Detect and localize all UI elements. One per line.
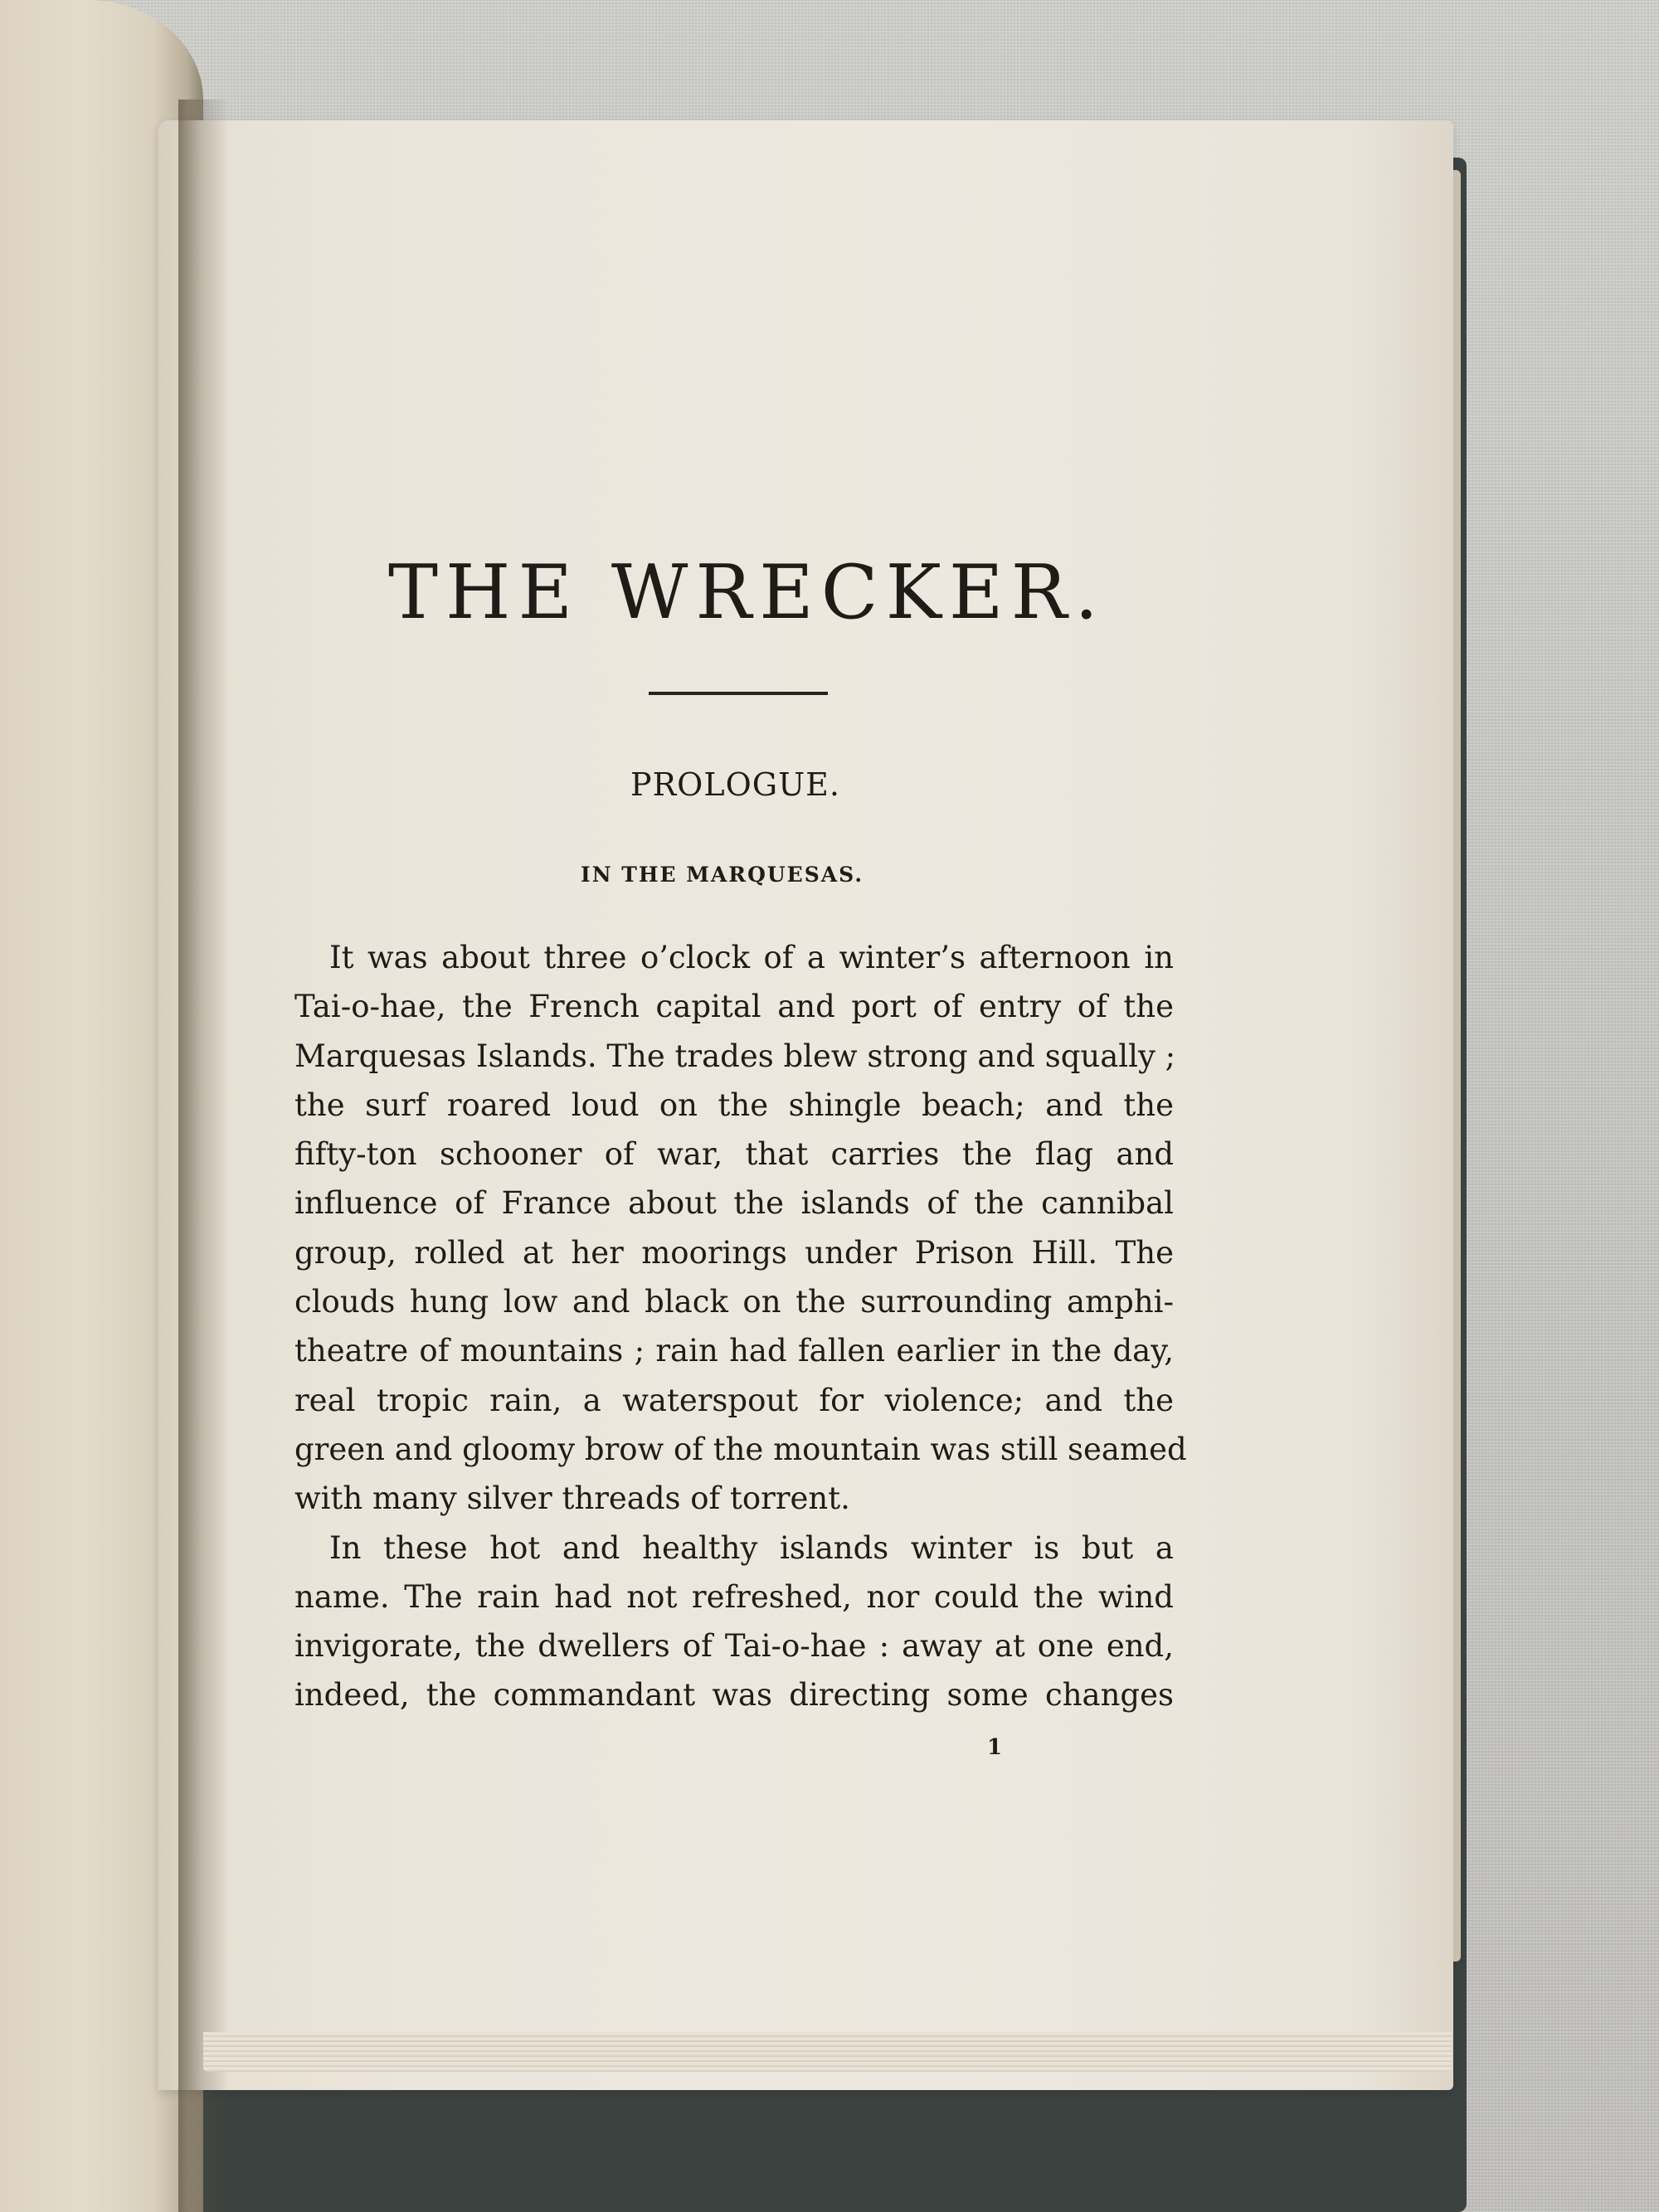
book-title: THE WRECKER. (388, 549, 1106, 636)
text-line: fifty-ton schooner of war, that carries the flag and (294, 1136, 1174, 1173)
text-line: indeed, the commandant was directing some changes (294, 1677, 1174, 1714)
text-line: clouds hung low and black on the surrounding amphi- (294, 1284, 1174, 1320)
text-line: the surf roared loud on the shingle beach; and the (294, 1087, 1174, 1123)
text-line: green and gloomy brow of the mountain was still seamed (294, 1431, 1187, 1467)
text-line: It was about three o’clock of a winter’s afternoon in (329, 940, 1174, 975)
text-line: with many silver threads of torrent. (294, 1480, 850, 1517)
text-line: invigorate, the dwellers of Tai-o-hae : away at one end, (294, 1628, 1174, 1665)
text-line: influence of France about the islands of the cannibal (294, 1185, 1174, 1222)
text-line: real tropic rain, a waterspout for violence; and the (294, 1382, 1174, 1418)
text-line: In these hot and healthy islands winter is but a (329, 1529, 1174, 1566)
body-text (294, 933, 1187, 1720)
title-rule-divider (649, 692, 828, 695)
chapter-heading: IN THE MARQUESAS. (581, 863, 864, 887)
page-number: 1 (987, 1735, 1003, 1760)
text-line: theatre of mountains ; rain had fallen earlier in the day, (294, 1333, 1174, 1369)
gutter-shadow (178, 100, 228, 2212)
page-bottom-deckle-edge (203, 2032, 1452, 2072)
text-line: Marquesas Islands. The trades blew strong and squally ; (294, 1038, 1176, 1074)
section-heading: PROLOGUE. (630, 766, 840, 803)
text-line: name. The rain had not refreshed, nor could the wind (294, 1578, 1174, 1615)
text-line: group, rolled at her moorings under Prison Hill. The (294, 1234, 1174, 1271)
text-line: Tai-o-hae, the French capital and port of entry of the (294, 989, 1174, 1025)
